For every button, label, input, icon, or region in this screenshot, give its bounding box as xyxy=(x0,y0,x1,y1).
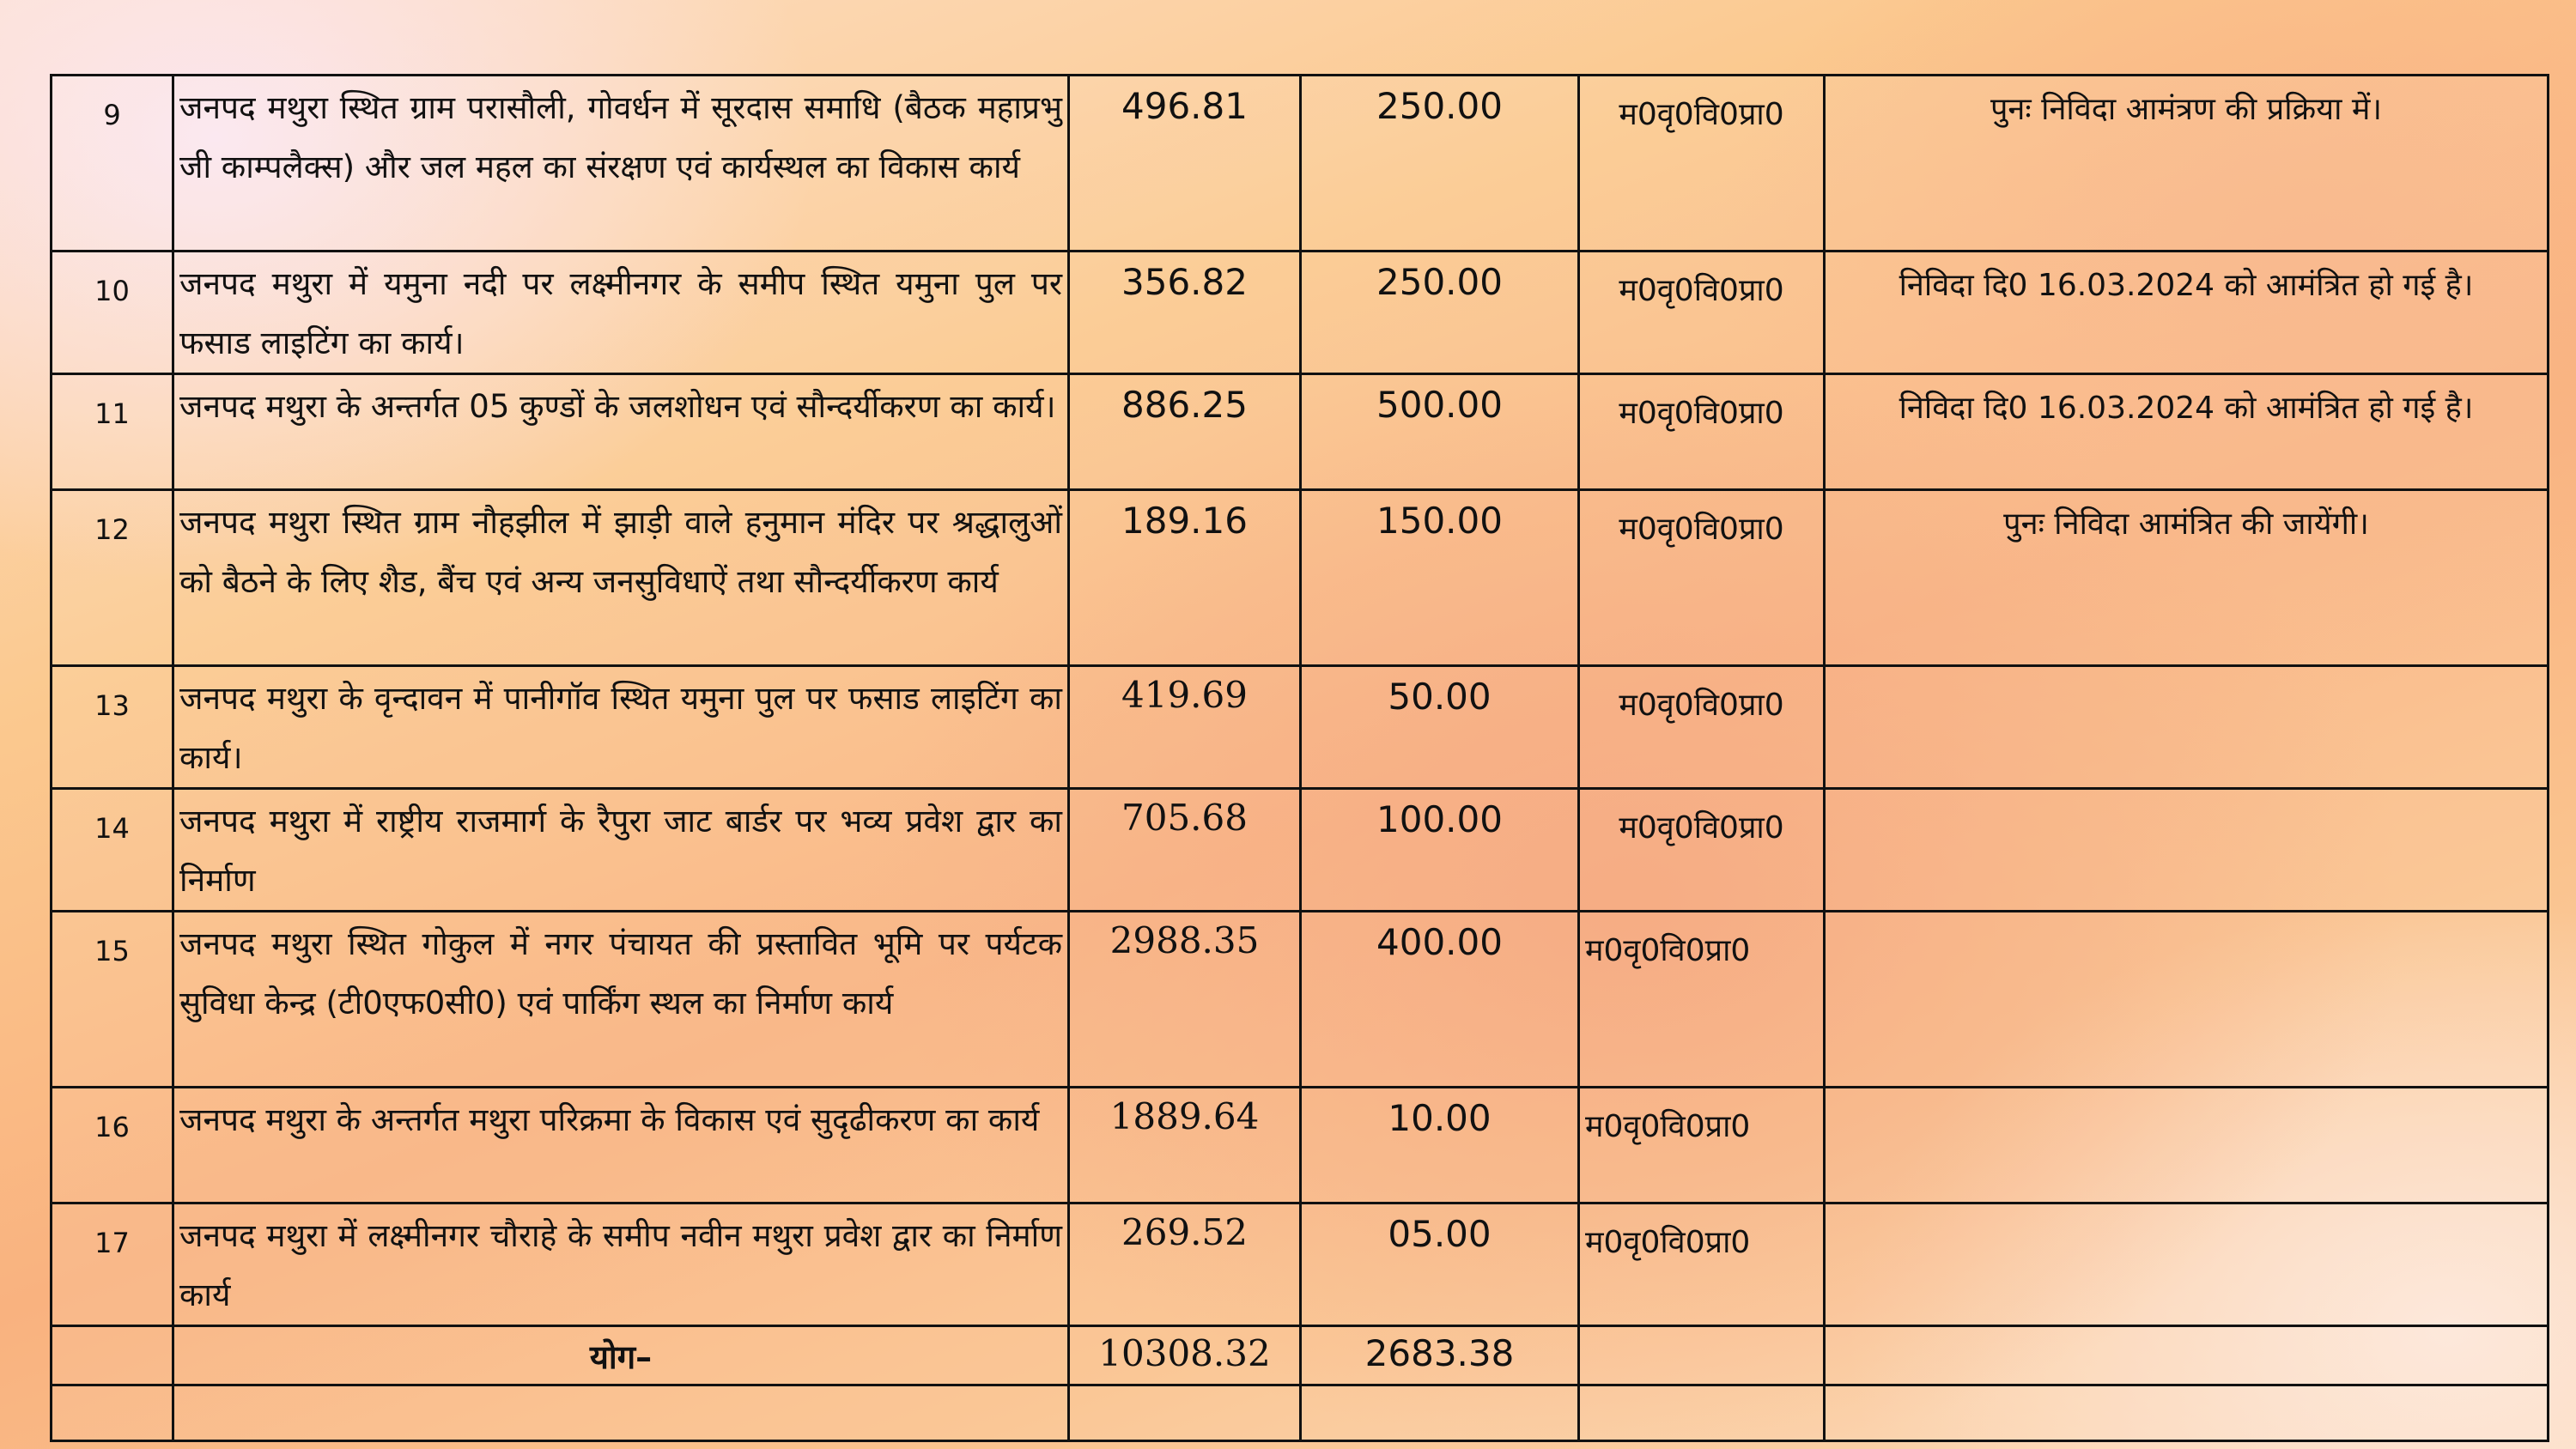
estimated-cost: 189.16 xyxy=(1121,500,1248,542)
serial-number: 13 xyxy=(94,689,130,722)
serial-number: 12 xyxy=(94,513,130,546)
executing-agency: म0वृ0वि0प्रा0 xyxy=(1619,688,1784,723)
empty-cell xyxy=(173,1385,1069,1441)
empty-row xyxy=(52,1385,2549,1441)
total-empty-cell xyxy=(1579,1326,1825,1385)
table-row xyxy=(52,1088,2549,1203)
work-description: जनपद मथुरा स्थित ग्राम परासौली, गोवर्धन में सूरदास समाधि (बैठक महाप्रभु जी काम्पलैक्स) और जल महल का संरक्षण एवं कार्यस्थल का विकास कार्य xyxy=(179,89,1062,185)
serial-number: 17 xyxy=(94,1227,130,1259)
released-amount: 250.00 xyxy=(1376,85,1503,127)
empty-cell xyxy=(1825,1385,2549,1441)
executing-agency: म0वृ0वि0प्रा0 xyxy=(1585,1225,1751,1260)
table-row xyxy=(52,374,2549,490)
released-amount: 100.00 xyxy=(1376,798,1503,840)
serial-number: 9 xyxy=(103,99,121,131)
serial-number: 10 xyxy=(94,275,130,307)
executing-agency: म0वृ0वि0प्रा0 xyxy=(1619,512,1784,547)
work-status: पुनः निविदा आमंत्रित की जायेंगी। xyxy=(2003,506,2369,542)
estimated-cost: 2988.35 xyxy=(1109,919,1260,961)
empty-cell xyxy=(1069,1385,1301,1441)
work-description: जनपद मथुरा के अन्तर्गत मथुरा परिक्रमा के विकास एवं सुदृढीकरण का कार्य xyxy=(179,1101,1040,1138)
work-description: जनपद मथुरा के अन्तर्गत 05 कुण्डों के जलशोधन एवं सौन्दर्यीकरण का कार्य। xyxy=(179,388,1056,425)
total-empty-cell xyxy=(1825,1326,2549,1385)
table-row xyxy=(52,490,2549,666)
estimated-cost: 886.25 xyxy=(1121,384,1248,426)
estimated-cost: 496.81 xyxy=(1121,85,1248,127)
executing-agency: म0वृ0वि0प्रा0 xyxy=(1619,97,1784,132)
serial-number: 16 xyxy=(94,1111,130,1143)
work-description: जनपद मथुरा के वृन्दावन में पानीगॉव स्थित यमुना पुल पर फसाड लाइटिंग का कार्य। xyxy=(179,680,1062,776)
work-status xyxy=(1826,1204,2547,1215)
works-table xyxy=(50,74,2549,1442)
released-amount: 10.00 xyxy=(1388,1097,1492,1139)
released-amount: 05.00 xyxy=(1388,1213,1492,1255)
work-description: जनपद मथुरा में लक्ष्मीनगर चौराहे के समीप नवीन मथुरा प्रवेश द्वार का निर्माण कार्य xyxy=(179,1217,1062,1313)
serial-number: 15 xyxy=(94,935,130,967)
empty-cell xyxy=(52,1385,173,1441)
executing-agency: म0वृ0वि0प्रा0 xyxy=(1619,810,1784,846)
work-status: पुनः निविदा आमंत्रण की प्रक्रिया में। xyxy=(1990,92,2383,127)
work-status xyxy=(1826,912,2547,923)
released-amount: 500.00 xyxy=(1376,384,1503,426)
estimated-cost: 356.82 xyxy=(1121,261,1248,303)
estimated-cost: 269.52 xyxy=(1121,1211,1248,1253)
released-amount: 50.00 xyxy=(1388,676,1492,718)
total-released: 2683.38 xyxy=(1364,1332,1515,1374)
work-status: निविदा दि0 16.03.2024 को आमंत्रित हो गई है। xyxy=(1899,268,2474,303)
work-status xyxy=(1826,1088,2547,1099)
table-row xyxy=(52,76,2549,252)
work-description: जनपद मथुरा स्थित गोकुल में नगर पंचायत की प्रस्तावित भूमि पर पर्यटक सुविधा केन्द्र (टी0एफ0सी0) एवं पार्किंग स्थल का निर्माण कार्य xyxy=(179,925,1062,1022)
executing-agency: म0वृ0वि0प्रा0 xyxy=(1619,396,1784,431)
released-amount: 150.00 xyxy=(1376,500,1503,542)
work-description: जनपद मथुरा स्थित ग्राम नौहझील में झाड़ी वाले हनुमान मंदिर पर श्रद्धालुओं को बैठने के लिए शैड, बैंच एवं अन्य जनसुविधाऐं तथा सौन्दर्यीकरण कार्य xyxy=(179,504,1062,600)
released-amount: 250.00 xyxy=(1376,261,1503,303)
total-row xyxy=(52,1326,2549,1385)
executing-agency: म0वृ0वि0प्रा0 xyxy=(1585,933,1751,968)
empty-cell xyxy=(1579,1385,1825,1441)
work-description: जनपद मथुरा में यमुना नदी पर लक्ष्मीनगर के समीप स्थित यमुना पुल पर फसाड लाइटिंग का कार्य। xyxy=(179,265,1062,361)
work-status: निविदा दि0 16.03.2024 को आमंत्रित हो गई है। xyxy=(1899,391,2474,426)
estimated-cost: 419.69 xyxy=(1121,674,1248,716)
total-empty-cell xyxy=(52,1326,173,1385)
total-label: योग– xyxy=(589,1338,653,1376)
executing-agency: म0वृ0वि0प्रा0 xyxy=(1619,273,1784,308)
table-row xyxy=(52,666,2549,789)
serial-number: 11 xyxy=(94,397,130,430)
executing-agency: म0वृ0वि0प्रा0 xyxy=(1585,1109,1751,1144)
work-status xyxy=(1826,790,2547,800)
estimated-cost: 1889.64 xyxy=(1109,1095,1260,1137)
work-status xyxy=(1826,667,2547,677)
table-row xyxy=(52,789,2549,912)
work-description: जनपद मथुरा में राष्ट्रीय राजमार्ग के रैपुरा जाट बार्डर पर भव्य प्रवेश द्वार का निर्माण xyxy=(179,803,1062,899)
estimated-cost: 705.68 xyxy=(1121,797,1248,839)
total-cost: 10308.32 xyxy=(1098,1332,1271,1374)
table-row xyxy=(52,912,2549,1088)
table-row xyxy=(52,252,2549,374)
table-row xyxy=(52,1203,2549,1326)
serial-number: 14 xyxy=(94,812,130,845)
released-amount: 400.00 xyxy=(1376,921,1503,963)
empty-cell xyxy=(1301,1385,1579,1441)
